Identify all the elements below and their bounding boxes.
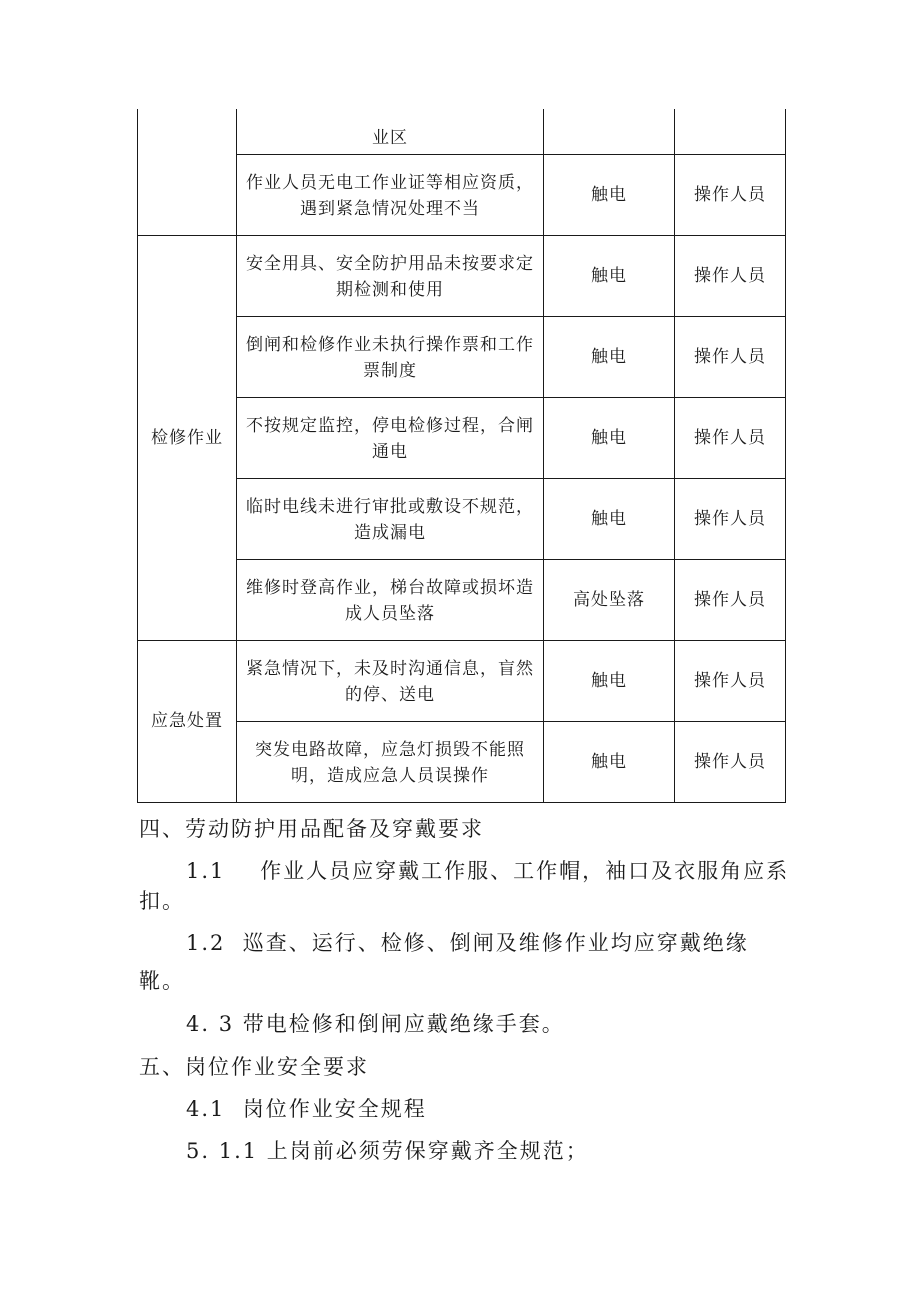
item-1-1-line-2: 扣。 <box>139 889 185 913</box>
area-cell-continued <box>138 109 237 235</box>
table-row <box>138 640 786 721</box>
personnel-cell: 操作人员 <box>675 316 786 397</box>
personnel-cell: 操作人员 <box>675 154 786 235</box>
accident-cell: 触电 <box>544 397 675 478</box>
hazard-cell: 安全用具、安全防护用品未按要求定期检测和使用 <box>237 235 544 316</box>
personnel-cell: 操作人员 <box>675 235 786 316</box>
item-1-2-line-2: 靴。 <box>139 969 185 993</box>
hazard-cell: 突发电路故障，应急灯损毁不能照明，造成应急人员误操作 <box>237 721 544 802</box>
personnel-cell: 操作人员 <box>675 397 786 478</box>
section-5-heading: 五、岗位作业安全要求 <box>139 1055 369 1079</box>
item-1-1-line-1: 1.1 作业人员应穿戴工作服、工作帽，袖口及衣服角应系 <box>186 859 790 883</box>
accident-cell: 触电 <box>544 235 675 316</box>
area-cell-maintenance: 检修作业 <box>138 235 237 640</box>
hazard-cell: 维修时登高作业，梯台故障或损坏造成人员坠落 <box>237 559 544 640</box>
hazard-cell: 不按规定监控，停电检修过程，合闸通电 <box>237 397 544 478</box>
table-row <box>138 235 786 316</box>
risk-table <box>137 109 786 803</box>
item-4-1: 4.1 岗位作业安全规程 <box>186 1097 427 1121</box>
personnel-cell: 操作人员 <box>675 640 786 721</box>
hazard-cell: 业区 <box>237 109 544 154</box>
item-5-1-1: 5. 1.1 上岗前必须劳保穿戴齐全规范； <box>186 1139 589 1163</box>
accident-cell: 触电 <box>544 478 675 559</box>
accident-cell: 高处坠落 <box>544 559 675 640</box>
section-4-heading: 四、劳动防护用品配备及穿戴要求 <box>139 817 484 841</box>
hazard-cell: 紧急情况下，未及时沟通信息，盲然的停、送电 <box>237 640 544 721</box>
table-row <box>138 109 786 154</box>
hazard-cell: 倒闸和检修作业未执行操作票和工作票制度 <box>237 316 544 397</box>
hazard-cell: 作业人员无电工作业证等相应资质，遇到紧急情况处理不当 <box>237 154 544 235</box>
hazard-cell: 临时电线未进行审批或敷设不规范，造成漏电 <box>237 478 544 559</box>
personnel-cell: 操作人员 <box>675 559 786 640</box>
accident-cell: 触电 <box>544 316 675 397</box>
personnel-cell: 操作人员 <box>675 478 786 559</box>
personnel-cell: 操作人员 <box>675 721 786 802</box>
accident-cell: 触电 <box>544 154 675 235</box>
area-cell-emergency: 应急处置 <box>138 640 237 802</box>
item-1-2-line-1: 1.2 巡查、运行、检修、倒闸及维修作业均应穿戴绝缘 <box>186 931 749 955</box>
accident-cell <box>544 109 675 154</box>
accident-cell: 触电 <box>544 721 675 802</box>
accident-cell: 触电 <box>544 640 675 721</box>
personnel-cell <box>675 109 786 154</box>
item-4-3: 4. 3 带电检修和倒闸应戴绝缘手套。 <box>186 1012 565 1036</box>
